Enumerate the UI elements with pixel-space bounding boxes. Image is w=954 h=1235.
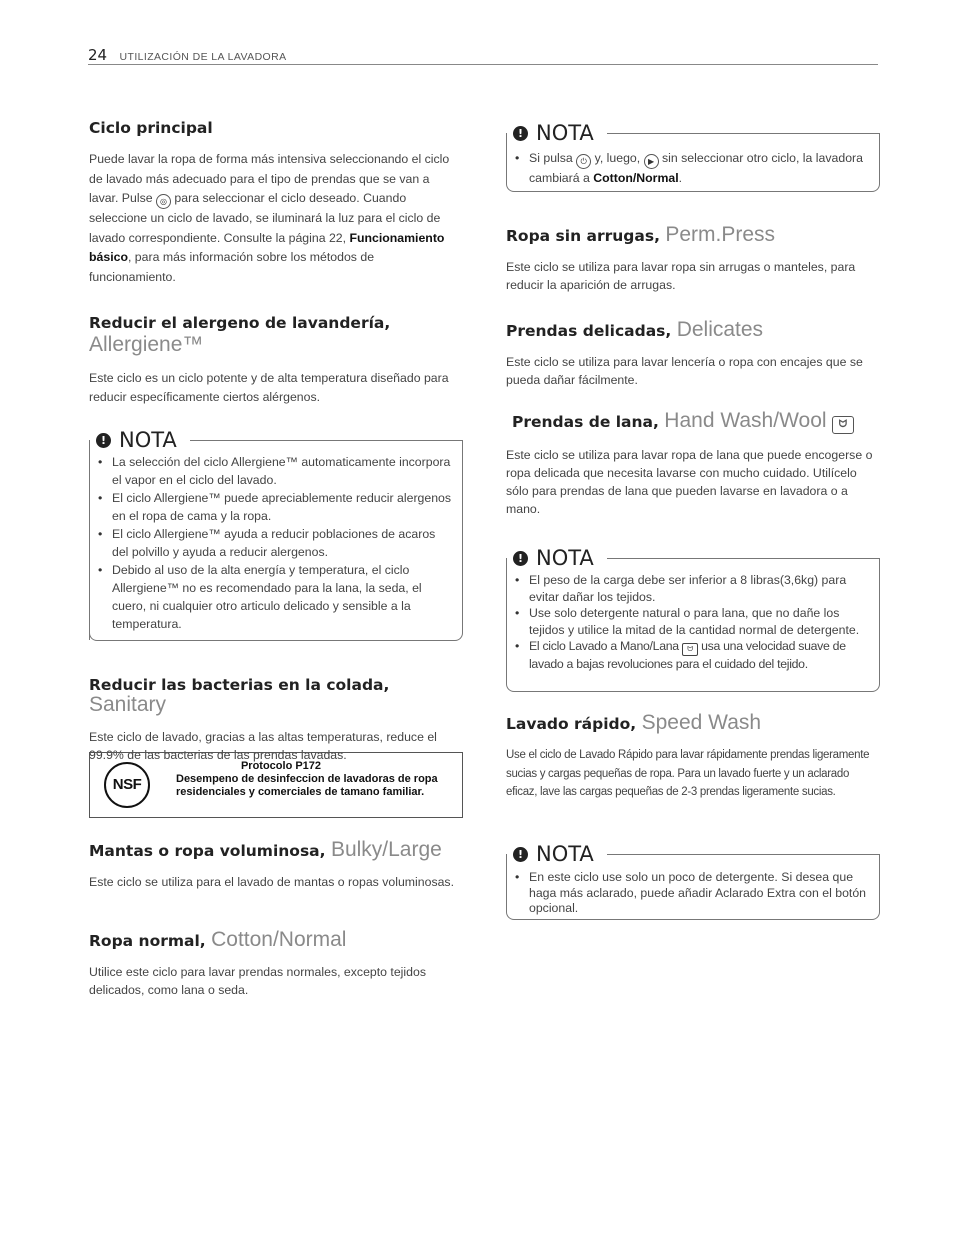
start-pause-icon: ▶ bbox=[644, 154, 659, 169]
section-bulky bbox=[89, 840, 463, 891]
section-perm-press bbox=[506, 225, 878, 294]
section-cotton bbox=[89, 930, 463, 999]
nota-speed-list bbox=[509, 870, 869, 917]
allergiene-text: Este ciclo es un ciclo potente y de alta temperatura diseñado para reducir específicamente ciertos alérgenos. bbox=[89, 371, 449, 404]
nota-top-title: ! NOTA bbox=[509, 121, 599, 145]
nota-wool-box bbox=[506, 546, 880, 692]
exclamation-icon: ! bbox=[513, 847, 528, 862]
section-sanitary bbox=[89, 675, 463, 764]
nsf-text bbox=[176, 760, 446, 799]
cotton-title: Ropa normal, Cotton/Normal bbox=[89, 928, 347, 951]
section-ciclo-principal bbox=[89, 118, 459, 288]
speed-title: Lavado rápido, Speed Wash bbox=[506, 711, 762, 734]
perm-title: Ropa sin arrugas, Perm.Press bbox=[506, 223, 776, 246]
list-item: • El peso de la carga debe ser inferior a 8 libras(3,6kg) para evitar dañar los tejidos. bbox=[509, 572, 869, 605]
power-icon: ⏻ bbox=[576, 154, 591, 169]
nota-speed-title: ! NOTA bbox=[509, 842, 599, 866]
section-title: UTILIZACIÓN DE LA LAVADORA bbox=[119, 51, 287, 63]
nota-allergiene-list bbox=[92, 453, 452, 633]
list-item: • El ciclo Allergiene™ puede apreciablemente reducir alergenos en el ropa de cama y la ropa. bbox=[92, 489, 452, 525]
delicates-title: Prendas delicadas, Delicates bbox=[506, 318, 764, 341]
list-item: • Use solo detergente natural o para lana, que no dañe los tejidos y utilice la mitad de la cantidad normal de detergente. bbox=[509, 605, 869, 638]
list-item: • El ciclo Lavado a Mano/Lana ᗢ usa una velocidad suave de lavado a bajas revoluciones para el cuidado del tejido. bbox=[509, 638, 869, 673]
sanitary-title: Reducir las bacterias en la colada, Sanitary bbox=[89, 676, 390, 716]
sanitary-text: Este ciclo de lavado, gracias a las altas temperaturas, reduce el 99.9% de las bacterias de las prendas lavadas. bbox=[89, 730, 437, 762]
nsf-protocol: Protocolo P172 bbox=[240, 760, 322, 772]
nsf-certification-box bbox=[89, 752, 463, 818]
page-number: 24 bbox=[88, 46, 108, 64]
perm-text: Este ciclo se utiliza para lavar ropa sin arrugas o manteles, para reducir la aparición de arrugas. bbox=[506, 260, 856, 292]
nota-wool-title: ! NOTA bbox=[509, 546, 599, 570]
nsf-description: Desempeno de desinfeccion de lavadoras de ropa residenciales y comerciales de tamano familiar. bbox=[176, 773, 438, 798]
exclamation-icon: ! bbox=[513, 551, 528, 566]
nsf-logo: NSF bbox=[104, 762, 150, 808]
list-item: • La selección del ciclo Allergiene™ automaticamente incorpora el vapor en el ciclo del lavado. bbox=[92, 453, 452, 489]
delicates-text: Este ciclo se utiliza para lavar lencería o ropa con encajes que se pueda dañar fácilmente. bbox=[506, 355, 863, 387]
exclamation-icon: ! bbox=[513, 126, 528, 141]
page-header bbox=[88, 46, 878, 65]
nota-wool-list bbox=[509, 572, 869, 673]
allergiene-title: Reducir el alergeno de lavandería, Allergiene™ bbox=[89, 314, 391, 356]
bulky-title: Mantas o ropa voluminosa, Bulky/Large bbox=[89, 838, 442, 861]
nota-speed-box bbox=[506, 842, 880, 920]
wool-icon: ᗢ bbox=[682, 643, 698, 656]
section-delicates bbox=[506, 320, 878, 389]
list-item: • El ciclo Allergiene™ ayuda a reducir poblaciones de acaros del polvillo y ayuda a reducir alergenos. bbox=[92, 525, 452, 561]
nota-top-box bbox=[506, 121, 880, 192]
nota-top-list bbox=[509, 149, 869, 187]
nota-allergiene-box bbox=[89, 428, 463, 641]
section-allergiene bbox=[89, 313, 459, 407]
section-wool bbox=[506, 411, 878, 518]
ciclo-principal-title: Ciclo principal bbox=[89, 119, 213, 137]
list-item: • En este ciclo use solo un poco de detergente. Si desea que haga más aclarado, puede añadir Aclarado Extra con el botón opcional. bbox=[509, 870, 869, 917]
wool-icon: ᗢ bbox=[832, 416, 854, 434]
exclamation-icon: ! bbox=[96, 433, 111, 448]
section-speed-wash bbox=[506, 713, 878, 802]
cotton-text: Utilice este ciclo para lavar prendas normales, excepto tejidos delicados, como lana o seda. bbox=[89, 965, 426, 997]
wool-title: Prendas de lana, Hand Wash/Wool ᗢ bbox=[506, 411, 878, 434]
wool-text: Este ciclo se utiliza para lavar ropa de lana que puede encogerse o ropa delicada que necesita lavarse con mucho cuidado. Utilícelo sólo para prendas de lana que pueden lavarse en lavadora o a mano. bbox=[506, 448, 873, 516]
bulky-text: Este ciclo se utiliza para el lavado de mantas o ropas voluminosas. bbox=[89, 875, 454, 889]
cycle-dial-icon: ◎ bbox=[156, 194, 171, 209]
nota-allergiene-title: ! NOTA bbox=[92, 428, 182, 452]
speed-text: Use el ciclo de Lavado Rápido para lavar rápidamente prendas ligeramente sucias y cargas pequeñas de ropa. Para un lavado fuerte y un aclarado eficaz, lave las cargas pequeñas de 2-3 prendas ligeramente sucias. bbox=[506, 749, 870, 798]
list-item: • Debido al uso de la alta energía y temperatura, el ciclo Allergiene™ no es recomendado para la lana, la seda, el cuero, ni cualquier otro articulo delicado y sensible a la temperatura. bbox=[92, 561, 452, 633]
list-item: • Si pulsa ⏻ y, luego, ▶ sin seleccionar otro ciclo, la lavadora cambiará a Cotton/Normal. bbox=[509, 149, 869, 187]
ciclo-principal-text: Puede lavar la ropa de forma más intensiva seleccionando el ciclo de lavado más adecuado para el tipo de prendas que se van a lavar. Pulse ◎ para seleccionar el ciclo deseado. Cuando seleccione un ciclo de lavado, se iluminará la luz para el ciclo de lavado correspondiente. Consulte la página 22, Funcionamiento básico, para más información sobre los métodos de funcionamiento. bbox=[89, 152, 450, 284]
